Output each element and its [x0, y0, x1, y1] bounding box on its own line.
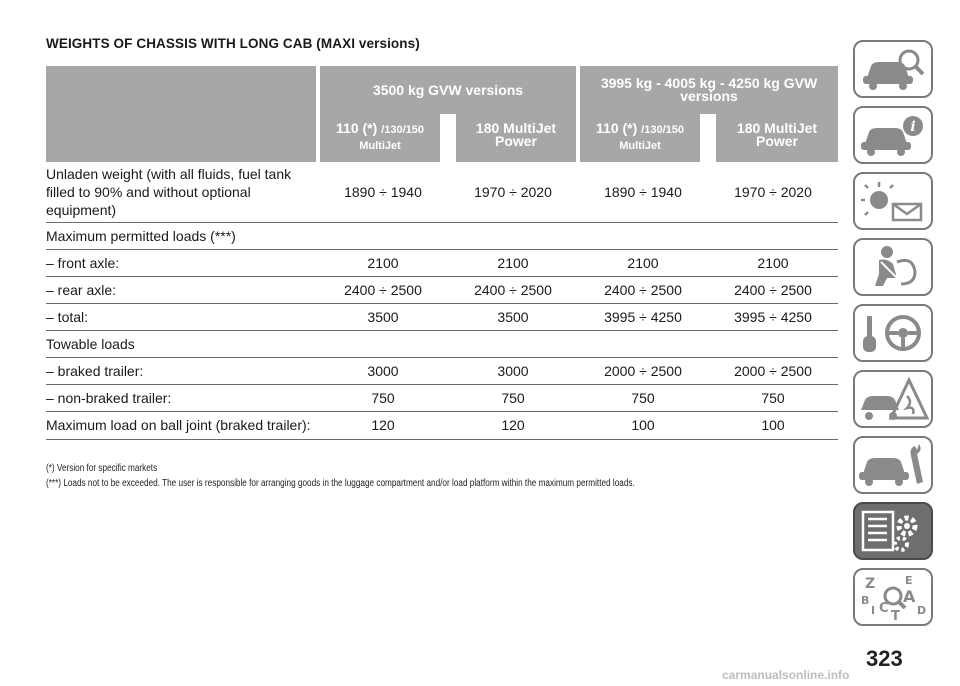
table-row: [46, 303, 838, 330]
car-info-icon: [857, 110, 929, 160]
chapter-tab-emergency[interactable]: [853, 370, 933, 428]
chapter-tabs: [853, 40, 935, 634]
table-cell: 2400 ÷ 2500: [318, 276, 448, 303]
table-cell: 3000: [318, 357, 448, 384]
svg-text:I: I: [871, 604, 876, 617]
table-cell: 1890 ÷ 1940: [318, 162, 448, 222]
technical-data-icon: [857, 506, 929, 556]
table-row: [46, 411, 838, 439]
row-label: – total:: [46, 303, 318, 330]
table-cell: 3500: [318, 303, 448, 330]
footnote: (***) Loads not to be exceeded. The user is responsible for arranging goods in the luggage compartment and/or load platform within the maximum permitted loads.: [46, 478, 635, 489]
table-cell: 3000: [448, 357, 578, 384]
table-cell: 2400 ÷ 2500: [708, 276, 838, 303]
table-cell: 120: [318, 411, 448, 439]
chapter-tab-index[interactable]: [853, 568, 933, 626]
table-cell: 2100: [578, 249, 708, 276]
table-cell: 2400 ÷ 2500: [448, 276, 578, 303]
table-cell: [578, 330, 708, 357]
table-cell: [318, 330, 448, 357]
svg-text:i: i: [910, 119, 916, 135]
table-row: [46, 384, 838, 411]
watermark: carmanualsonline.info: [722, 668, 850, 682]
table-row: [46, 330, 838, 357]
engine-header: 180 MultiJet Power: [708, 114, 838, 162]
page-number: 323: [866, 646, 903, 671]
svg-text:E: E: [905, 574, 913, 587]
svg-text:A: A: [903, 587, 916, 606]
engine-header: 180 MultiJet Power: [448, 114, 578, 162]
table-row: [46, 249, 838, 276]
row-label: Maximum permitted loads (***): [46, 222, 318, 249]
table-cell: 2100: [448, 249, 578, 276]
row-label: Unladen weight (with all fluids, fuel tank filled to 90% and without optional equipment): [46, 162, 318, 222]
table-cell: 2100: [708, 249, 838, 276]
table-cell: 3995 ÷ 4250: [708, 303, 838, 330]
table-cell: 100: [708, 411, 838, 439]
chapter-tab-starting-driving[interactable]: [853, 304, 933, 362]
table-cell: 1890 ÷ 1940: [578, 162, 708, 222]
chapter-tab-get-to-know[interactable]: [853, 40, 933, 98]
table-cell: [578, 222, 708, 249]
alphabetical-index-icon: [857, 572, 929, 622]
table-cell: 120: [448, 411, 578, 439]
svg-text:C: C: [879, 601, 889, 616]
row-label: – non-braked trailer:: [46, 384, 318, 411]
table-cell: 2100: [318, 249, 448, 276]
car-search-icon: [857, 44, 929, 94]
svg-text:T: T: [891, 609, 900, 622]
chapter-tab-dashboard[interactable]: [853, 172, 933, 230]
table-cell: 3995 ÷ 4250: [578, 303, 708, 330]
table-cell: 2400 ÷ 2500: [578, 276, 708, 303]
row-label: – front axle:: [46, 249, 318, 276]
key-steering-icon: [857, 308, 929, 358]
seat-safety-icon: [857, 242, 929, 292]
engine-header: 110 (*) /130/150 MultiJet: [318, 114, 448, 162]
chapter-tab-info[interactable]: [853, 106, 933, 164]
table-row: [46, 276, 838, 303]
table-cell: [448, 222, 578, 249]
table-cell: 2000 ÷ 2500: [708, 357, 838, 384]
table-cell: 1970 ÷ 2020: [448, 162, 578, 222]
table-cell: [708, 222, 838, 249]
svg-text:D: D: [917, 604, 927, 617]
weights-table: [46, 66, 838, 440]
row-label: – rear axle:: [46, 276, 318, 303]
table-cell: 750: [708, 384, 838, 411]
table-cell: [448, 330, 578, 357]
row-label: Towable loads: [46, 330, 318, 357]
chapter-tab-technical-data[interactable]: [853, 502, 933, 560]
table-cell: 1970 ÷ 2020: [708, 162, 838, 222]
footnotes: [46, 461, 800, 491]
table-row: [46, 162, 838, 222]
engine-header: 110 (*) /130/150 MultiJet: [578, 114, 708, 162]
group-header-3995-4250: 3995 kg - 4005 kg - 4250 kg GVW versions: [578, 66, 838, 114]
svg-text:B: B: [861, 594, 870, 607]
chapter-tab-maintenance[interactable]: [853, 436, 933, 494]
table-header-corner: [46, 66, 318, 162]
dashboard-lights-icon: [857, 176, 929, 226]
chapter-tab-safety[interactable]: [853, 238, 933, 296]
table-cell: 750: [448, 384, 578, 411]
table-row: [46, 222, 838, 249]
table-row: [46, 357, 838, 384]
car-warning-icon: [857, 374, 929, 424]
table-cell: 750: [578, 384, 708, 411]
table-cell: 3500: [448, 303, 578, 330]
row-label: – braked trailer:: [46, 357, 318, 384]
car-service-icon: [857, 440, 929, 490]
footnote: (*) Version for specific markets: [46, 463, 158, 474]
page-title: WEIGHTS OF CHASSIS WITH LONG CAB (MAXI versions): [46, 36, 420, 51]
row-label: Maximum load on ball joint (braked trailer):: [46, 411, 318, 439]
table-header-row-groups: [46, 66, 838, 114]
table-cell: 750: [318, 384, 448, 411]
group-header-3500: 3500 kg GVW versions: [318, 66, 578, 114]
table-cell: 2000 ÷ 2500: [578, 357, 708, 384]
svg-text:Z: Z: [865, 576, 876, 592]
table-cell: 100: [578, 411, 708, 439]
table-cell: [708, 330, 838, 357]
table-cell: [318, 222, 448, 249]
